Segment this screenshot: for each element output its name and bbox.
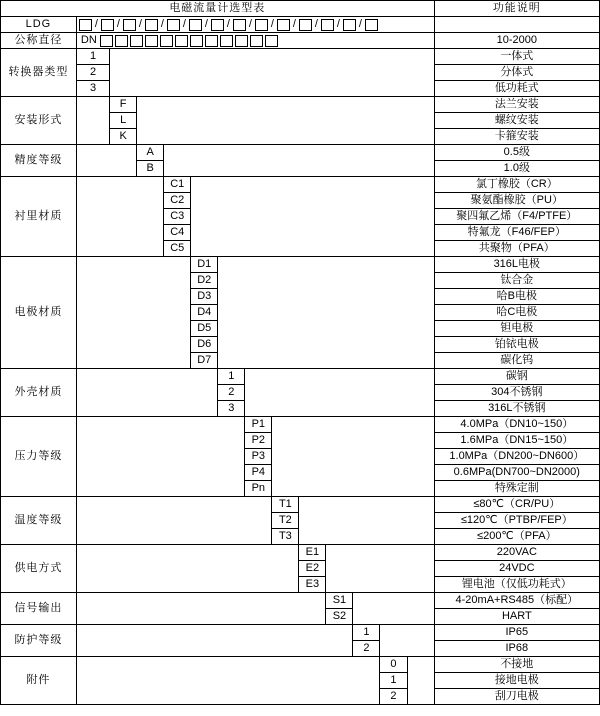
blank-left-11 <box>76 625 353 657</box>
row-label-7: 压力等级 <box>1 417 77 497</box>
code-box-1 <box>101 19 114 31</box>
desc-cell-6-1: 碳钢 <box>434 369 599 385</box>
desc-cell-5-4: 哈C电极 <box>434 305 599 321</box>
row-label-8: 温度等级 <box>1 497 77 545</box>
blank-right-12 <box>407 657 434 705</box>
desc-cell-empty <box>434 17 599 33</box>
desc-cell-4-5: 共聚物（PFA） <box>434 241 599 257</box>
slash-separator-9: / <box>270 18 274 31</box>
code-box-10 <box>299 19 312 31</box>
desc-cell-3-2: 1.0级 <box>434 161 599 177</box>
dn-box-12 <box>265 35 278 47</box>
code-box-12 <box>343 19 356 31</box>
slash-separator-5: / <box>182 18 186 31</box>
code-cell-11-1: 1 <box>353 625 380 641</box>
desc-cell-9-1: 220VAC <box>434 545 599 561</box>
blank-left-2 <box>76 97 109 145</box>
code-cell-7-2: P2 <box>245 433 272 449</box>
blank-left-9 <box>76 545 298 593</box>
code-cell-5-4: D4 <box>191 305 218 321</box>
code-box-13 <box>365 19 378 31</box>
table-row <box>1 97 600 113</box>
desc-cell-10-2: HART <box>434 609 599 625</box>
code-cell-7-1: P1 <box>245 417 272 433</box>
dn-box-strip <box>77 33 434 48</box>
code-cell-11-2: 2 <box>353 641 380 657</box>
code-box-7 <box>233 19 246 31</box>
code-cell-2-1: F <box>110 97 137 113</box>
code-cell-5-3: D3 <box>191 289 218 305</box>
code-cell-6-1: 1 <box>218 369 245 385</box>
code-cell-4-5: C5 <box>164 241 191 257</box>
desc-cell-7-3: 1.0MPa（DN200~DN600） <box>434 449 599 465</box>
desc-cell-5-3: 哈B电极 <box>434 289 599 305</box>
code-box-9 <box>277 19 290 31</box>
code-cell-5-5: D5 <box>191 321 218 337</box>
desc-cell-7-4: 0.6MPa(DN700~DN2000) <box>434 465 599 481</box>
code-cell-8-3: T3 <box>272 529 299 545</box>
dn-code-cell <box>76 33 434 49</box>
code-cell-3-1: A <box>137 145 164 161</box>
nominal-diameter-row <box>1 33 600 49</box>
model-code-boxes <box>76 17 434 33</box>
code-box-6 <box>211 19 224 31</box>
slash-separator-7: / <box>226 18 230 31</box>
desc-cell-4-2: 聚氨酯橡胶（PU） <box>434 193 599 209</box>
desc-cell-4-4: 特氟龙（F46/FEP） <box>434 225 599 241</box>
code-cell-3-2: B <box>137 161 164 177</box>
blank-left-8 <box>76 497 271 545</box>
model-prefix-label: LDG <box>1 17 77 33</box>
table-row <box>1 369 600 385</box>
code-cell-4-1: C1 <box>164 177 191 193</box>
desc-cell-5-6: 铂铱电极 <box>434 337 599 353</box>
slash-separator-1: / <box>94 18 98 31</box>
desc-cell-9-2: 24VDC <box>434 561 599 577</box>
table-row <box>1 257 600 273</box>
code-cell-10-2: S2 <box>326 609 353 625</box>
blank-left-5 <box>76 257 190 369</box>
code-box-5 <box>189 19 202 31</box>
code-cell-7-5: Pn <box>245 481 272 497</box>
code-box-0 <box>79 19 92 31</box>
blank-left-4 <box>76 177 163 257</box>
dn-box-7 <box>190 35 203 47</box>
blank-right-6 <box>245 369 434 417</box>
row-label-nominal-diameter: 公称直径 <box>1 33 77 49</box>
code-cell-9-2: E2 <box>299 561 326 577</box>
table-row <box>1 593 600 609</box>
desc-column-header: 功能说明 <box>434 1 599 17</box>
desc-cell-2-2: 螺纹安装 <box>434 113 599 129</box>
row-label-4: 衬里材质 <box>1 177 77 257</box>
dn-label: DN <box>80 34 97 47</box>
slash-separator-10: / <box>292 18 296 31</box>
blank-right-9 <box>326 545 434 593</box>
blank-left-10 <box>76 593 326 625</box>
desc-cell-6-2: 304不锈钢 <box>434 385 599 401</box>
desc-cell-7-2: 1.6MPa（DN15~150） <box>434 433 599 449</box>
desc-cell-5-5: 钽电极 <box>434 321 599 337</box>
slash-separator-11: / <box>314 18 318 31</box>
blank-right-10 <box>353 593 434 625</box>
desc-cell-11-2: IP68 <box>434 641 599 657</box>
dn-box-8 <box>205 35 218 47</box>
code-cell-5-1: D1 <box>191 257 218 273</box>
slash-separator-12: / <box>336 18 340 31</box>
code-cell-1-3: 3 <box>76 81 109 97</box>
dn-box-1 <box>100 35 113 47</box>
desc-cell-8-1: ≤80℃（CR/PU） <box>434 497 599 513</box>
desc-cell-12-3: 刮刀电极 <box>434 689 599 705</box>
blank-right-8 <box>299 497 434 545</box>
code-box-4 <box>167 19 180 31</box>
blank-right-7 <box>272 417 434 497</box>
blank-left-6 <box>76 369 217 417</box>
blank-right-5 <box>218 257 434 369</box>
row-label-10: 信号输出 <box>1 593 77 625</box>
row-label-1: 转换器类型 <box>1 49 77 97</box>
slash-separator-13: / <box>358 18 362 31</box>
dn-box-9 <box>220 35 233 47</box>
desc-cell-1-1: 一体式 <box>434 49 599 65</box>
code-cell-2-2: L <box>110 113 137 129</box>
code-cell-6-2: 2 <box>218 385 245 401</box>
desc-nominal-diameter: 10-2000 <box>434 33 599 49</box>
dn-box-10 <box>235 35 248 47</box>
code-cell-8-2: T2 <box>272 513 299 529</box>
table-row <box>1 49 600 65</box>
code-cell-9-3: E3 <box>299 577 326 593</box>
code-pattern-row <box>1 17 600 33</box>
blank-left-12 <box>76 657 380 705</box>
blank-left-3 <box>76 145 136 177</box>
desc-cell-5-2: 钛合金 <box>434 273 599 289</box>
code-cell-4-4: C4 <box>164 225 191 241</box>
table-row <box>1 497 600 513</box>
slash-separator-2: / <box>116 18 120 31</box>
desc-cell-11-1: IP65 <box>434 625 599 641</box>
code-cell-12-2: 1 <box>380 673 407 689</box>
blank-right-11 <box>380 625 434 657</box>
code-cell-7-4: P4 <box>245 465 272 481</box>
table-row <box>1 657 600 673</box>
blank-right-4 <box>191 177 434 257</box>
code-box-strip <box>77 17 434 32</box>
blank-right-3 <box>164 145 434 177</box>
desc-cell-4-1: 氯丁橡胶（CR） <box>434 177 599 193</box>
desc-cell-12-2: 接地电极 <box>434 673 599 689</box>
code-cell-10-1: S1 <box>326 593 353 609</box>
code-cell-6-3: 3 <box>218 401 245 417</box>
code-box-11 <box>321 19 334 31</box>
desc-cell-5-7: 碳化钨 <box>434 353 599 369</box>
desc-cell-3-1: 0.5级 <box>434 145 599 161</box>
table-row <box>1 145 600 161</box>
desc-cell-5-1: 316L电极 <box>434 257 599 273</box>
desc-cell-8-2: ≤120℃（PTBP/FEP） <box>434 513 599 529</box>
desc-cell-2-1: 法兰安装 <box>434 97 599 113</box>
row-label-11: 防护等级 <box>1 625 77 657</box>
code-cell-2-3: K <box>110 129 137 145</box>
slash-separator-8: / <box>248 18 252 31</box>
blank-right-1 <box>110 49 434 97</box>
code-cell-4-2: C2 <box>164 193 191 209</box>
table-row <box>1 417 600 433</box>
desc-cell-7-5: 特殊定制 <box>434 481 599 497</box>
dn-box-3 <box>130 35 143 47</box>
desc-cell-4-3: 聚四氟乙烯（F4/PTFE） <box>434 209 599 225</box>
code-cell-5-2: D2 <box>191 273 218 289</box>
desc-cell-12-1: 不接地 <box>434 657 599 673</box>
row-label-2: 安装形式 <box>1 97 77 145</box>
header-row <box>1 1 600 17</box>
code-box-8 <box>255 19 268 31</box>
dn-box-2 <box>115 35 128 47</box>
row-label-3: 精度等级 <box>1 145 77 177</box>
desc-cell-8-3: ≤200℃（PFA） <box>434 529 599 545</box>
table-title: 电磁流量计选型表 <box>1 1 435 17</box>
slash-separator-3: / <box>138 18 142 31</box>
code-cell-12-1: 0 <box>380 657 407 673</box>
blank-right-2 <box>137 97 434 145</box>
dn-box-11 <box>250 35 263 47</box>
code-cell-9-1: E1 <box>299 545 326 561</box>
selection-table-body <box>1 1 600 705</box>
code-cell-5-6: D6 <box>191 337 218 353</box>
desc-cell-6-3: 316L不锈钢 <box>434 401 599 417</box>
code-cell-8-1: T1 <box>272 497 299 513</box>
desc-cell-1-2: 分体式 <box>434 65 599 81</box>
desc-cell-2-3: 卡箍安装 <box>434 129 599 145</box>
row-label-9: 供电方式 <box>1 545 77 593</box>
code-cell-12-3: 2 <box>380 689 407 705</box>
table-row <box>1 625 600 641</box>
desc-cell-10-1: 4-20mA+RS485（标配） <box>434 593 599 609</box>
slash-separator-4: / <box>160 18 164 31</box>
code-box-2 <box>123 19 136 31</box>
code-cell-1-1: 1 <box>76 49 109 65</box>
code-cell-4-3: C3 <box>164 209 191 225</box>
row-label-12: 附件 <box>1 657 77 705</box>
desc-cell-9-3: 锂电池（仅低功耗式） <box>434 577 599 593</box>
slash-separator-6: / <box>204 18 208 31</box>
table-row <box>1 177 600 193</box>
table-row <box>1 545 600 561</box>
dn-box-5 <box>160 35 173 47</box>
code-cell-7-3: P3 <box>245 449 272 465</box>
code-box-3 <box>145 19 158 31</box>
dn-box-4 <box>145 35 158 47</box>
code-cell-5-7: D7 <box>191 353 218 369</box>
row-label-5: 电极材质 <box>1 257 77 369</box>
row-label-6: 外壳材质 <box>1 369 77 417</box>
desc-cell-7-1: 4.0MPa（DN10~150） <box>434 417 599 433</box>
code-cell-1-2: 2 <box>76 65 109 81</box>
blank-left-7 <box>76 417 244 497</box>
desc-cell-1-3: 低功耗式 <box>434 81 599 97</box>
dn-box-6 <box>175 35 188 47</box>
